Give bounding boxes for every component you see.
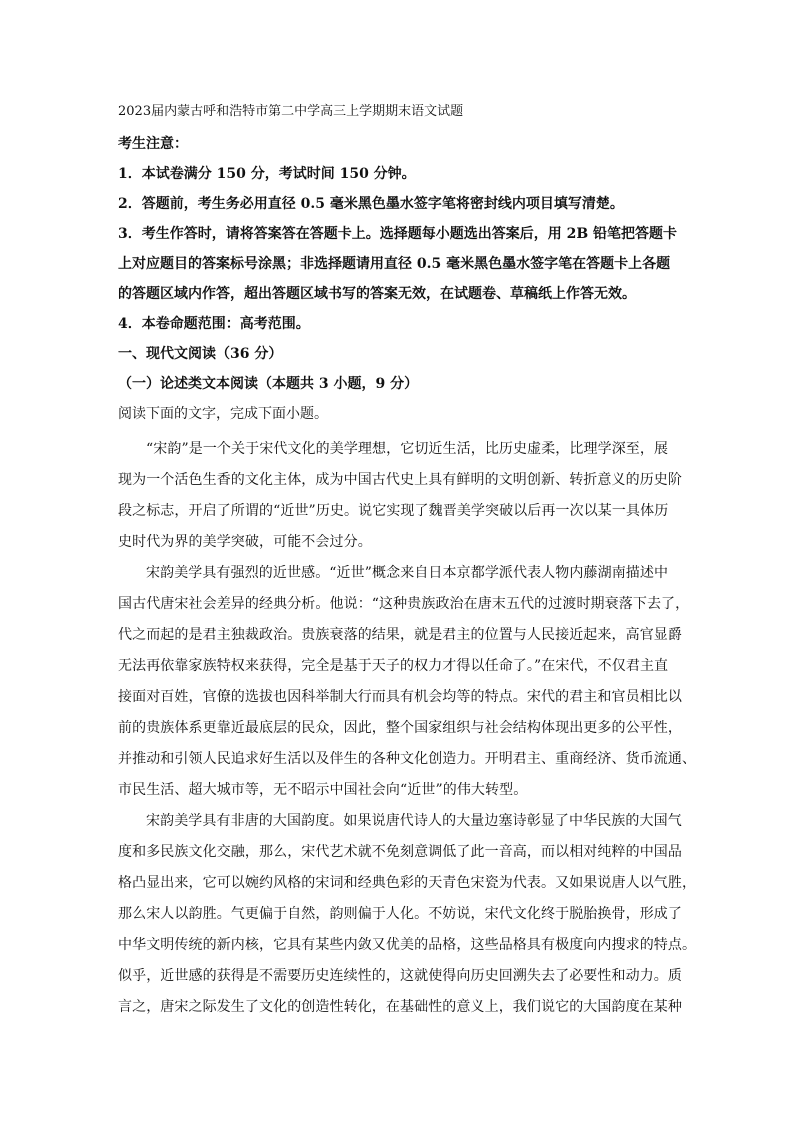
paragraph-line: “宋韵”是一个关于宋代文化的美学理想，它切近生活，比历史虚柔，比理学深至，展: [146, 441, 669, 457]
paragraph-line: 似乎，近世感的获得是不需要历史连续性的，这就使得向历史回溯失去了必要性和动力。质: [118, 968, 682, 984]
paragraph-line: 那么宋人以韵胜。气更偏于自然，韵则偏于人化。不妨说，宋代文化终于脱胎换骨，形成了: [118, 906, 682, 922]
instruction-3-line-2: 上对应题目的答案标号涂黑；非选择题请用直径 0.5 毫米黑色墨水签字笔在答题卡上各题: [118, 256, 671, 272]
paragraph-line: 言之，唐宋之际发生了文化的创造性转化，在基础性的意义上，我们说它的大国韵度在某种: [118, 999, 682, 1015]
document-page: [118, 102, 697, 1023]
paragraph-line: 格凸显出来，它可以婉约风格的宋词和经典色彩的天青色宋瓷为代表。又如果说唐人以气胜，: [118, 875, 697, 891]
instruction-3-line-1: 3．考生作答时，请将答案答在答题卡上。选择题每小题选出答案后，用 2B 铅笔把答题卡: [118, 226, 678, 242]
instruction-2: 2．答题前，考生务必用直径 0.5 毫米黑色墨水签字笔将密封线内项目填写清楚。: [118, 196, 624, 212]
paragraph-2: [118, 558, 697, 806]
paragraph-line: 中华文明传统的新内核，它具有某些内敛又优美的品格，这些品格具有极度向内搜求的特点。: [118, 937, 697, 953]
reading-prompt: 阅读下面的文字，完成下面小题。: [118, 406, 328, 422]
notice-label: 考生注意：: [118, 136, 188, 152]
paragraph-line: 宋韵美学具有非唐的大国韵度。如果说唐代诗人的大量边塞诗彰显了中华民族的大国气: [146, 813, 682, 829]
paragraph-line: 国古代唐宋社会差异的经典分析。他说：“这种贵族政治在唐末五代的过渡时期衰落下去了，: [118, 596, 690, 612]
paragraph-line: 并推动和引领人民追求好生活以及伴生的各种文化创造力。开明君主、重商经济、货币流通、: [118, 751, 697, 767]
paragraph-line: 度和多民族文化交融，那么，宋代艺术就不免刻意调低了此一音高，而以相对纯粹的中国品: [118, 844, 682, 860]
paragraph-line: 现为一个活色生香的文化主体，成为中国古代史上具有鲜明的文明创新、转折意义的历史阶: [118, 472, 682, 488]
paragraph-line: 史时代为界的美学突破，可能不会过分。: [118, 534, 372, 550]
paragraph-line: 市民生活、超大城市等，无不昭示中国社会向“近世”的伟大转型。: [118, 782, 528, 798]
paragraph-line: 接面对百姓，官僚的选拔也因科举制大行而具有机会均等的特点。宋代的君主和官员相比以: [118, 689, 682, 705]
instruction-4: 4．本卷命题范围：高考范围。: [118, 316, 310, 332]
paragraph-line: 无法再依靠家族特权来获得，完全是基于天子的权力才得以任命了。”在宋代，不仅君主直: [118, 658, 669, 674]
section-heading: 一、现代文阅读（36 分）: [118, 346, 283, 362]
instruction-1: 1．本试卷满分 150 分，考试时间 150 分钟。: [118, 166, 416, 182]
paragraph-1: [118, 434, 682, 558]
document-title: 2023届内蒙古呼和浩特市第二中学高三上学期期末语文试题: [118, 104, 464, 119]
paragraph-line: 代之而起的是君主独裁政治。贵族衰落的结果，就是君主的位置与人民接近起来，高官显爵: [118, 627, 682, 643]
paragraph-line: 宋韵美学具有强烈的近世感。“近世”概念来自日本京都学派代表人物内藤湖南描述中: [146, 565, 669, 581]
paragraph-3: [118, 806, 697, 1023]
section-subheading: （一）论述类文本阅读（本题共 3 小题，9 分）: [118, 376, 419, 392]
paragraph-line: 前的贵族体系更靠近最底层的民众，因此，整个国家组织与社会结构体现出更多的公平性，: [118, 720, 682, 736]
instruction-3-line-3: 的答题区域内作答，超出答题区域书写的答案无效，在试题卷、草稿纸上作答无效。: [118, 286, 636, 302]
paragraph-line: 段之标志，开启了所谓的“近世”历史。说它实现了魏晋美学突破以后再一次以某一具体历: [118, 503, 669, 519]
